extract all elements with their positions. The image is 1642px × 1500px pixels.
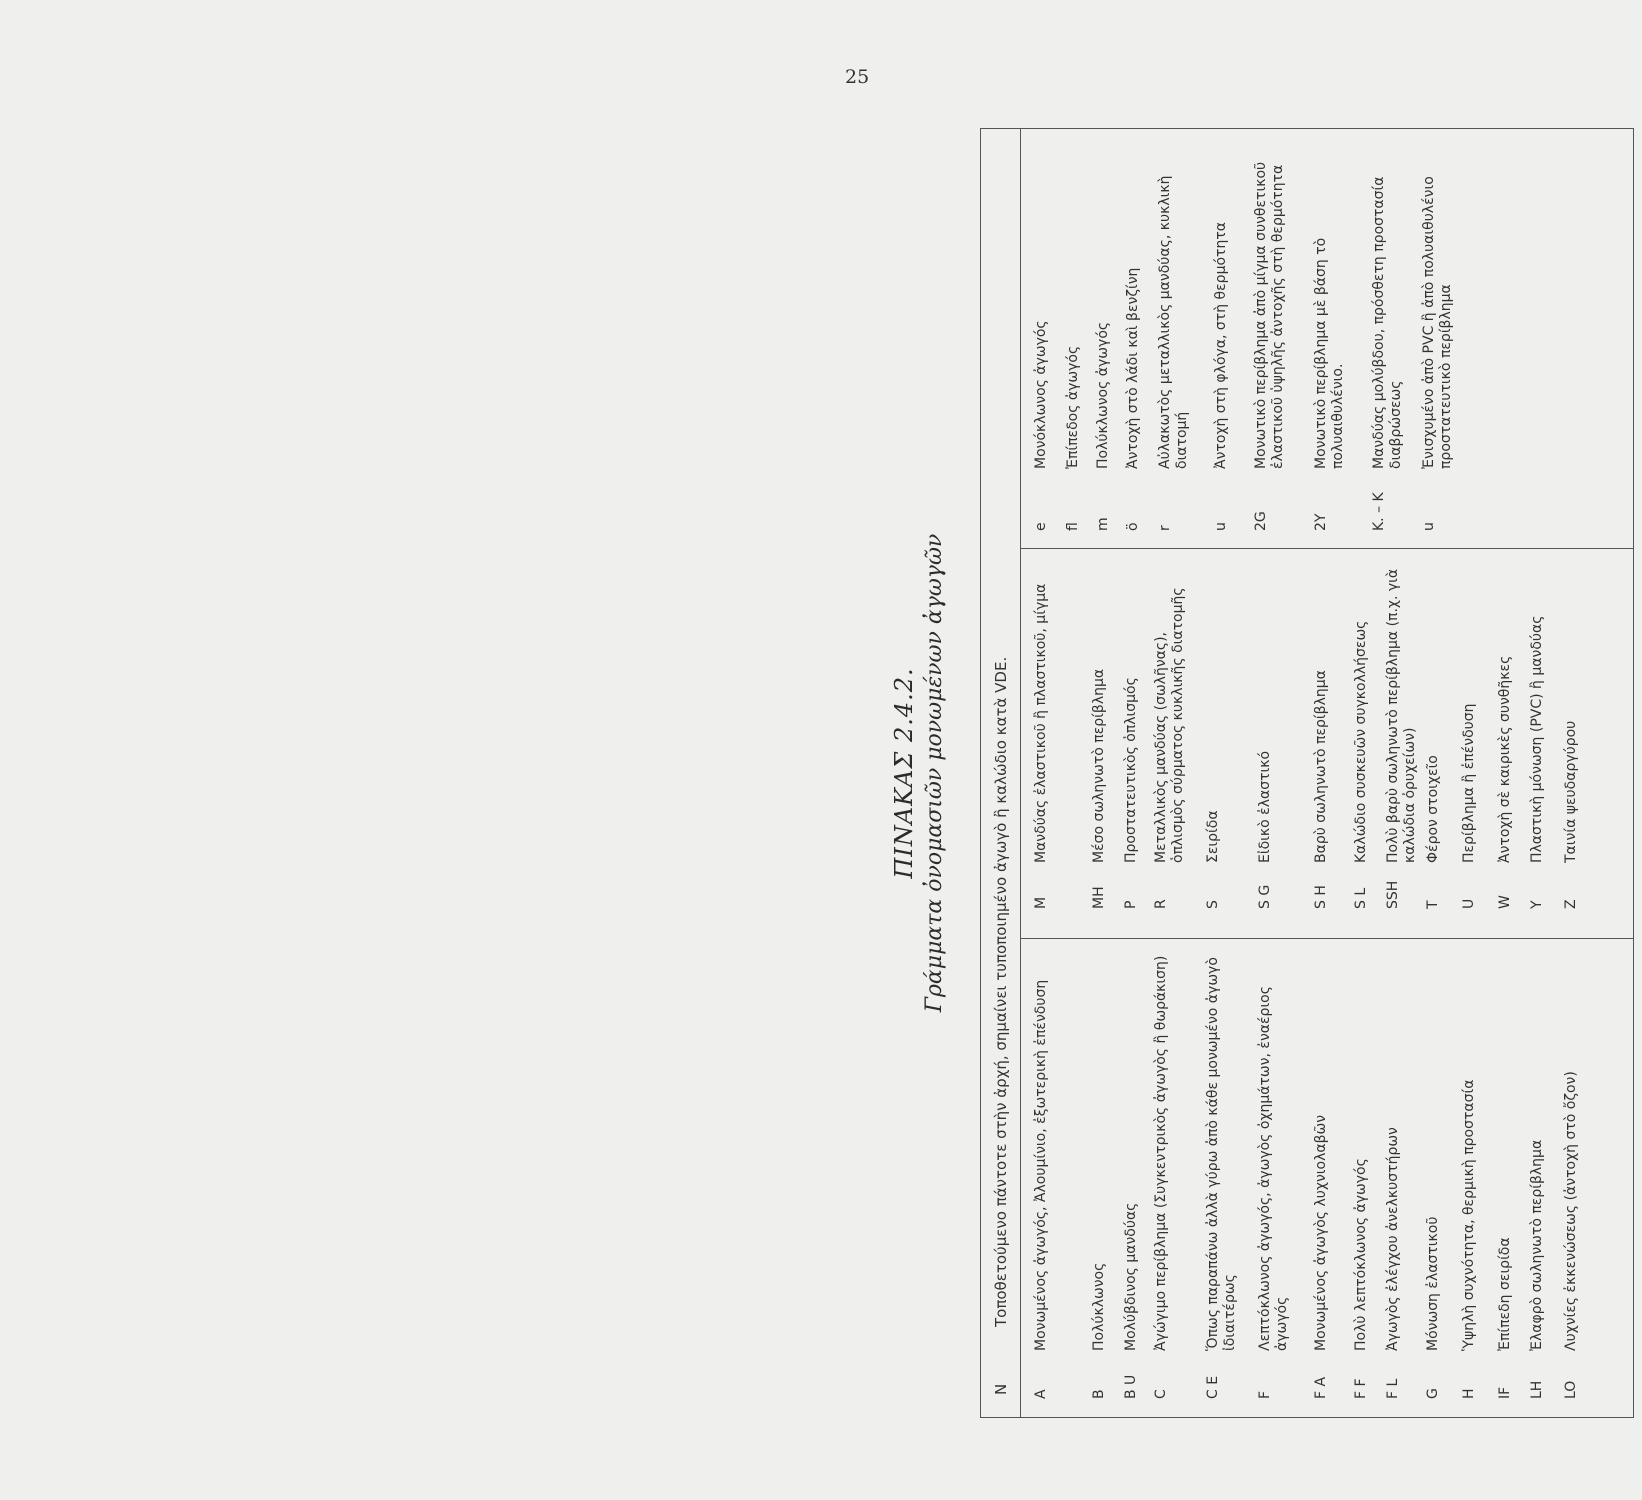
- designation-description: Πολύκλωνος ἀγωγός: [1095, 321, 1111, 469]
- designation-description: Μόνωση ἐλαστικοῦ: [1425, 1216, 1441, 1351]
- designation-description: Πολύκλωνος: [1091, 1262, 1107, 1351]
- designation-code: S G: [1257, 884, 1273, 909]
- designation-description: Ἀντοχὴ στὸ λάδι καὶ βενζίνη: [1125, 267, 1141, 469]
- designation-table: [980, 128, 1634, 1418]
- designation-description: Φέρον στοιχεῖο: [1425, 755, 1441, 863]
- designation-code: S: [1205, 900, 1221, 909]
- designation-code: U: [1461, 898, 1477, 909]
- designation-code: SSH: [1385, 880, 1401, 909]
- designation-code: S H: [1313, 885, 1329, 909]
- designation-code: ö: [1125, 522, 1141, 531]
- designation-code: W: [1497, 895, 1513, 909]
- designation-description: Ἐπίπεδη σειρίδα: [1497, 1237, 1513, 1351]
- designation-code: B U: [1123, 1374, 1139, 1399]
- designation-code: M: [1033, 896, 1049, 909]
- designation-description: Λεπτόκλωνος ἀγωγός, ἀγωγὸς ὀχημάτων, ἐναέριος ἀγωγός: [1257, 986, 1290, 1351]
- column-divider: [1021, 548, 1633, 549]
- designation-description: Αὐλακωτὸς μεταλλικὸς μανδύας, κυκλικὴ διατομή: [1157, 175, 1190, 469]
- column-divider: [1021, 938, 1633, 939]
- designation-description: Ἀγώγιμο περίβλημα (Συγκεντρικὸς ἀγωγὸς ἢ θωράκιση): [1153, 955, 1169, 1351]
- table-header-row: [981, 129, 1021, 1417]
- rotated-table-block: [882, 128, 1642, 1418]
- designation-description: Ἀντοχὴ στὴ φλόγα, στὴ θερμότητα: [1213, 221, 1229, 469]
- designation-description: Σειρίδα: [1205, 810, 1221, 863]
- designation-description: Ὅπως παραπάνω ἀλλὰ γύρω ἀπὸ κάθε μονωμένο ἀγωγὸ ἰδιαιτέρως: [1205, 957, 1238, 1351]
- designation-description: Ταινία ψευδαργύρου: [1563, 720, 1579, 863]
- designation-description: Πολὺ λεπτόκλωνος ἀγωγός: [1353, 1158, 1369, 1351]
- designation-code: C E: [1205, 1375, 1221, 1399]
- header-text: Τοποθετούμενο πάντοτε στὴν ἀρχή, σημαίνει τυποποιημένο ἀγωγὸ ἢ καλώδιο κατὰ VDE.: [992, 656, 1010, 1327]
- designation-code: B: [1091, 1389, 1107, 1399]
- designation-code: LH: [1529, 1380, 1545, 1399]
- designation-code: P: [1123, 900, 1139, 909]
- designation-description: Μονωμένος ἀγωγὸς λυχνιολαβῶν: [1313, 1114, 1329, 1351]
- designation-code: K. – K: [1371, 492, 1387, 531]
- designation-code: T: [1425, 900, 1441, 909]
- designation-description: Ἀγωγὸς ἐλέγχου ἀνελκυστήρων: [1385, 1127, 1401, 1351]
- designation-description: Ἐνισχυμένο ἀπὸ PVC ἢ ἀπὸ πολυαιθυλένιο προστατευτικὸ περίβλημα: [1421, 176, 1454, 469]
- designation-description: Ἀντοχὴ σὲ καιρικὲς συνθῆκες: [1497, 655, 1513, 863]
- designation-description: Προστατευτικὸς ὁπλισμός: [1123, 677, 1139, 863]
- designation-code: F L: [1385, 1378, 1401, 1399]
- designation-description: Μανδύας μολύβδου, πρόσθετη προστασία διαβρώσεως: [1371, 176, 1404, 469]
- designation-description: Βαρὺ σωληνωτὸ περίβλημα: [1313, 670, 1329, 863]
- designation-code: G: [1425, 1388, 1441, 1399]
- designation-description: Ἐπίπεδος ἀγωγός: [1065, 345, 1081, 469]
- designation-code: u: [1421, 522, 1437, 531]
- designation-code: 2G: [1253, 511, 1269, 531]
- designation-code: LO: [1563, 1380, 1579, 1399]
- designation-code: m: [1095, 517, 1111, 531]
- designation-code: MH: [1091, 886, 1107, 909]
- designation-code: IF: [1497, 1386, 1513, 1399]
- designation-code: Z: [1563, 899, 1579, 909]
- designation-description: Περίβλημα ἢ ἐπένδυση: [1461, 703, 1477, 863]
- designation-description: Μανδύας ἐλαστικοῦ ἢ πλαστικοῦ, μίγμα: [1033, 583, 1049, 863]
- designation-description: Μολύβδινος μανδύας: [1123, 1202, 1139, 1351]
- designation-code: R: [1153, 899, 1169, 909]
- table-heading: [882, 128, 972, 1418]
- designation-description: Καλώδιο συσκευῶν συγκολλήσεως: [1353, 620, 1369, 863]
- designation-code: C: [1153, 1389, 1169, 1399]
- designation-code: F F: [1353, 1378, 1369, 1399]
- table-title: ΠΙΝΑΚΑΣ 2.4.2.: [890, 667, 918, 879]
- designation-code: S L: [1353, 887, 1369, 909]
- designation-code: Y: [1529, 900, 1545, 909]
- page-number: 25: [845, 66, 870, 88]
- designation-code: F: [1257, 1390, 1273, 1399]
- designation-description: Μονωτικὸ περίβλημα ἀπὸ μίγμα συνθετικοῦ ἐλαστικοῦ ὑψηλῆς ἀντοχῆς στὴ θερμότητα: [1253, 161, 1286, 469]
- designation-code: fl: [1065, 522, 1081, 531]
- designation-code: r: [1157, 525, 1173, 531]
- header-code: Ν: [992, 1383, 1010, 1395]
- designation-code: 2Y: [1313, 513, 1329, 531]
- designation-description: Μεταλλικὸς μανδύας (σωλῆνας), ὁπλισμὸς σύρματος κυκλικῆς διατομῆς: [1153, 587, 1186, 863]
- designation-code: e: [1033, 522, 1049, 531]
- designation-description: Μονωμένος ἀγωγός, Ἀλουμίνιο, ἐξωτερικὴ ἐπένδυση: [1033, 979, 1049, 1351]
- designation-description: Πολὺ βαρὺ σωληνωτὸ περίβλημα (π.χ. γιὰ καλώδια ὀρυχείων): [1385, 568, 1418, 863]
- designation-description: Πλαστικὴ μόνωση (PVC) ἢ μανδύας: [1529, 615, 1545, 863]
- designation-description: Μονόκλωνος ἀγωγός: [1033, 320, 1049, 469]
- designation-code: F A: [1313, 1376, 1329, 1399]
- designation-code: u: [1213, 522, 1229, 531]
- designation-description: Ὑψηλὴ συχνότητα, θερμικὴ προστασία: [1461, 1079, 1477, 1351]
- designation-description: Μέσο σωληνωτὸ περίβλημα: [1091, 668, 1107, 863]
- table-subtitle: Γράμματα ὀνομασιῶν μονωμένων ἀγωγῶν: [922, 533, 947, 1013]
- designation-description: Εἰδικὸ ἐλαστικό: [1257, 750, 1273, 863]
- designation-code: A: [1033, 1389, 1049, 1399]
- designation-description: Μονωτικὸ περίβλημα μὲ βάση τὸ πολυαιθυλένιο.: [1313, 237, 1346, 469]
- designation-description: Λυχνίες ἐκκενώσεως (ἀντοχὴ στὸ ὄζον): [1563, 1071, 1579, 1351]
- designation-code: H: [1461, 1388, 1477, 1399]
- designation-description: Ἐλαφρὸ σωληνωτὸ περίβλημα: [1529, 1139, 1545, 1351]
